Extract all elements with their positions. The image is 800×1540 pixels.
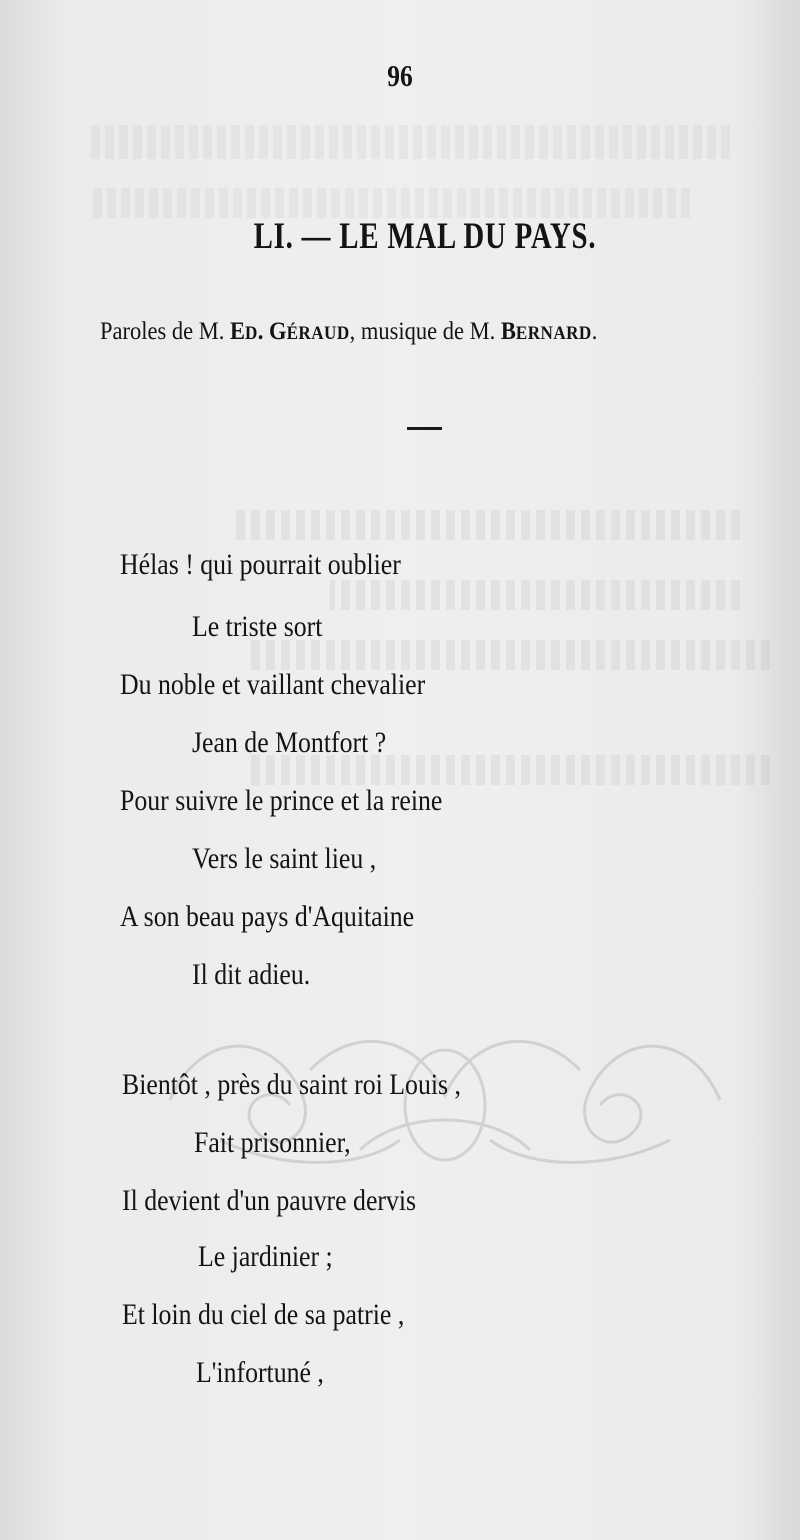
separator-dash <box>407 427 442 430</box>
lyricist-surname-rest: ÉRAUD <box>286 323 350 344</box>
verse-line: Il dit adieu. <box>192 958 311 991</box>
verse-line: Le jardinier ; <box>198 1240 333 1273</box>
composer-initial: B <box>500 318 516 345</box>
verse-line: Jean de Montfort ? <box>192 726 387 759</box>
bleed-through-line <box>230 510 740 540</box>
lyricist-surname-initial: G <box>269 318 287 345</box>
verse-line: Vers le saint lieu , <box>192 842 377 875</box>
verse-line: Hélas ! qui pourrait oublier <box>120 548 401 581</box>
page-number: 96 <box>387 58 413 93</box>
composer-rest: ERNARD <box>515 323 592 344</box>
bleed-through-line <box>90 125 730 159</box>
bleed-through-line <box>250 640 770 670</box>
song-title: LI. — LE MAL DU PAYS. <box>253 216 597 257</box>
lyricist-dot: . <box>257 318 264 345</box>
verse-line: Fait prisonnier, <box>194 1126 351 1159</box>
verse-line: L'infortuné , <box>196 1356 324 1389</box>
song-credits <box>100 318 748 346</box>
bleed-through-line <box>90 188 690 218</box>
lyricist-rest: D <box>244 323 258 344</box>
verse-line: Pour suivre le prince et la reine <box>120 784 443 817</box>
bleed-through-line <box>330 580 740 610</box>
lyricist-name <box>230 318 350 345</box>
composer-name <box>501 318 592 345</box>
credits-middle: , musique de M. <box>349 318 496 345</box>
lyricist-initial: E <box>229 318 245 345</box>
verse-line: Le triste sort <box>192 610 323 643</box>
verse-line: Il devient d'un pauvre dervis <box>122 1184 417 1217</box>
credits-suffix: . <box>591 318 598 345</box>
credits-prefix: Paroles de M. <box>100 318 225 345</box>
verse-line: Bientôt , près du saint roi Louis , <box>122 1068 461 1101</box>
verse-line: Et loin du ciel de sa patrie , <box>122 1298 405 1331</box>
verse-line: Du noble et vaillant chevalier <box>120 668 426 701</box>
verse-line: A son beau pays d'Aquitaine <box>120 900 415 933</box>
